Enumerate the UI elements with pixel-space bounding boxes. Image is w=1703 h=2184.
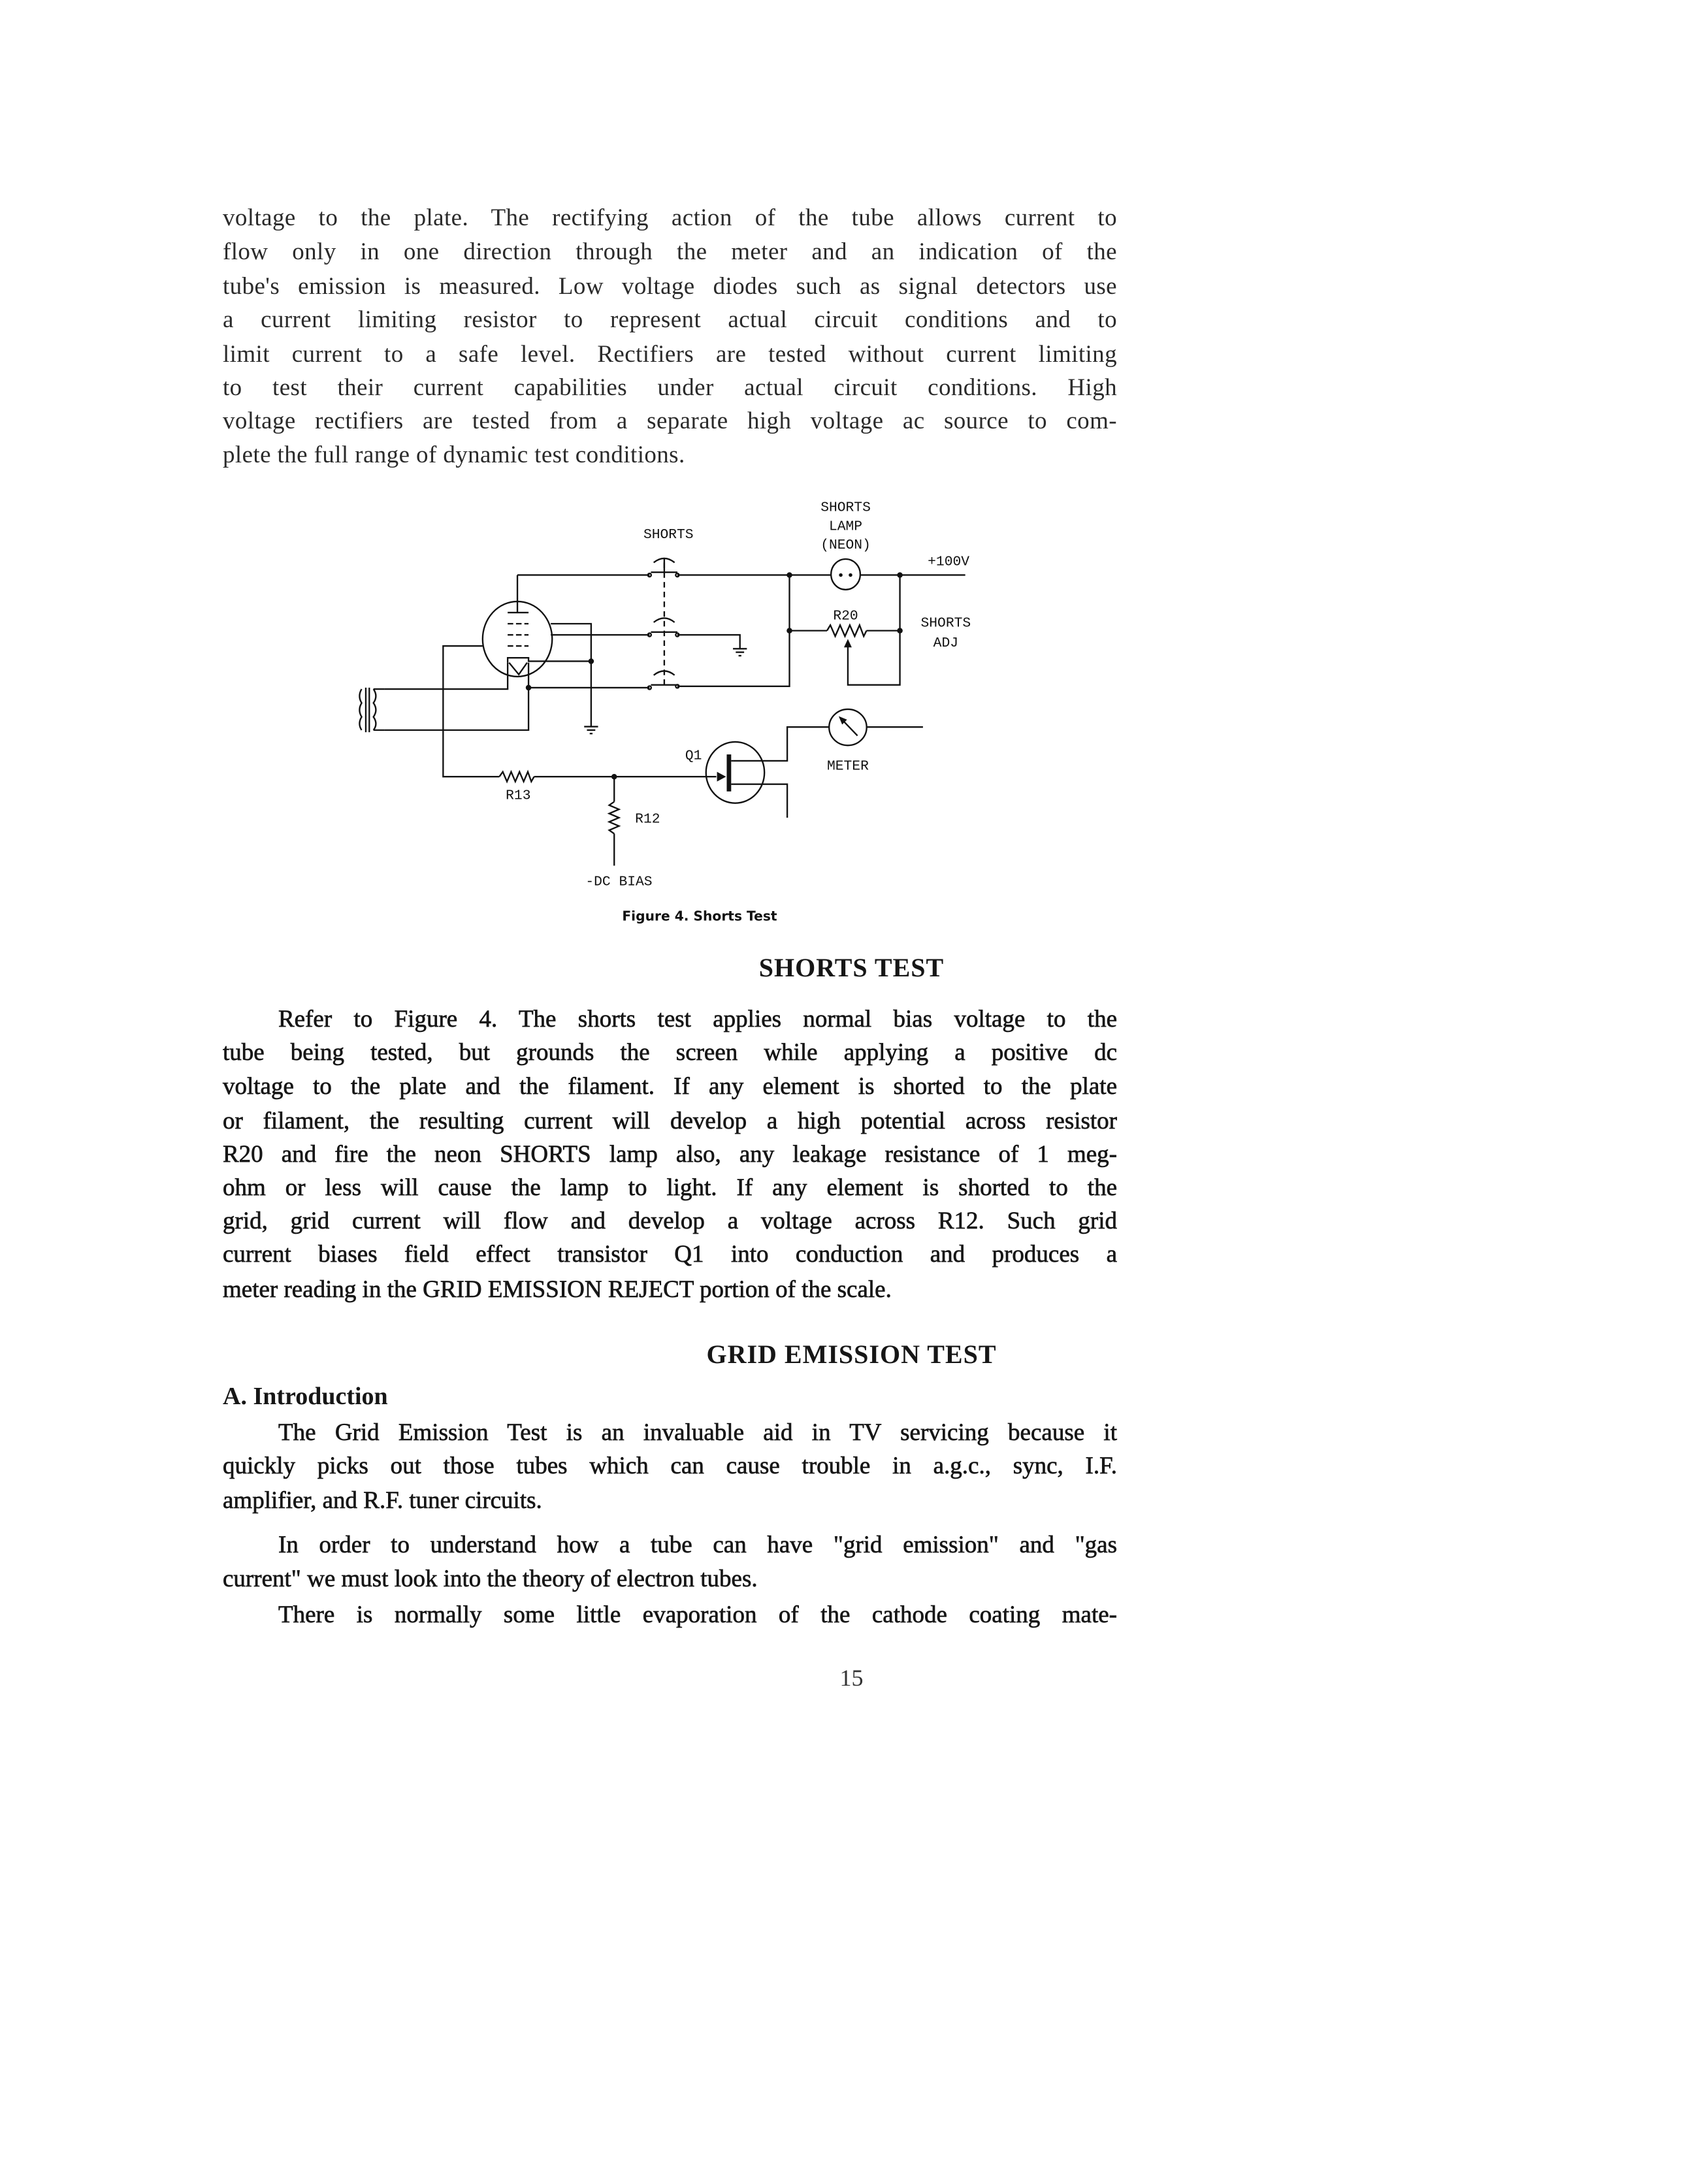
label-r12: R12 xyxy=(635,811,660,827)
paragraph-shorts-test-line: R20 and fire the neon SHORTS lamp also, any leakage resistance of 1 meg- xyxy=(223,1141,1117,1168)
fet-transistor-q1 xyxy=(706,742,764,803)
paragraph-grid-theory-line: In order to understand how a tube can have "grid emission" and "gas xyxy=(278,1532,1117,1558)
vacuum-tube xyxy=(483,575,591,676)
paragraph-grid-theory-line: current" we must look into the theory of electron tubes. xyxy=(223,1566,758,1592)
label-shorts-lamp-3: (NEON) xyxy=(820,538,871,554)
label-shorts-adj-1: SHORTS xyxy=(920,615,971,632)
paragraph-grid-intro-line: quickly picks out those tubes which can cause trouble in a.g.c., sync, I.F. xyxy=(223,1453,1117,1479)
paragraph-intro-line: voltage rectifiers are tested from a separate high voltage ac source to com- xyxy=(223,408,1117,434)
label-meter: METER xyxy=(827,758,869,775)
paragraph-intro-line: plete the full range of dynamic test conditions. xyxy=(223,442,685,468)
paragraph-grid-evaporation-line: There is normally some little evaporation of the cathode coating mate- xyxy=(278,1601,1117,1628)
page-number: 15 xyxy=(839,1665,864,1691)
neon-lamp-icon xyxy=(831,559,860,590)
label-shorts-switch: SHORTS xyxy=(643,527,694,543)
label-shorts-lamp-2: LAMP xyxy=(828,519,863,535)
paragraph-grid-intro-line: The Grid Emission Test is an invaluable aid in TV servicing because it xyxy=(278,1419,1117,1446)
label-r20: R20 xyxy=(833,608,858,624)
paragraph-intro-line: limit current to a safe level. Rectifiers are tested without current limiting xyxy=(223,341,1117,368)
resistor-r12 xyxy=(609,802,619,834)
ground-icon xyxy=(584,649,747,733)
shorts-test-schematic xyxy=(334,487,1001,933)
paragraph-intro-line: voltage to the plate. The rectifying action of the tube allows current to xyxy=(223,204,1117,231)
paragraph-intro-line: to test their current capabilities under actual circuit conditions. High xyxy=(223,374,1117,401)
resistor-r13 xyxy=(499,772,534,782)
label-shorts-adj-2: ADJ xyxy=(933,635,958,652)
label-supply-voltage: +100V xyxy=(928,554,970,570)
circuit-wires xyxy=(385,562,965,865)
paragraph-shorts-test-line: Refer to Figure 4. The shorts test applies normal bias voltage to the xyxy=(278,1006,1117,1033)
paragraph-intro-line: flow only in one direction through the meter and an indication of the xyxy=(223,238,1117,265)
paragraph-intro-line: tube's emission is measured. Low voltage diodes such as signal detectors use xyxy=(223,273,1117,300)
label-dc-bias: -DC BIAS xyxy=(585,874,653,890)
resistor-r20 xyxy=(827,625,866,636)
meter-icon xyxy=(829,709,866,745)
paragraph-shorts-test-line: meter reading in the GRID EMISSION REJECT portion of the scale. xyxy=(223,1276,892,1303)
paragraph-shorts-test-line: voltage to the plate and the filament. If any element is shorted to the plate xyxy=(223,1073,1117,1100)
subheading-introduction: A. Introduction xyxy=(223,1383,388,1410)
transformer-icon xyxy=(359,688,385,732)
junction-dots xyxy=(526,572,903,779)
paragraph-shorts-test-line: ohm or less will cause the lamp to light. If any element is shorted to the xyxy=(223,1174,1117,1201)
paragraph-shorts-test-line: grid, grid current will flow and develop a voltage across R12. Such grid xyxy=(223,1208,1117,1234)
paragraph-shorts-test-line: tube being tested, but grounds the screen while applying a positive dc xyxy=(223,1039,1117,1066)
figure-caption: Figure 4. Shorts Test xyxy=(622,908,777,924)
label-r13: R13 xyxy=(506,788,531,804)
paragraph-shorts-test-line: or filament, the resulting current will develop a high potential across resistor xyxy=(223,1108,1117,1134)
paragraph-shorts-test-line: current biases field effect transistor Q1 into conduction and produces a xyxy=(223,1241,1117,1268)
label-shorts-lamp-1: SHORTS xyxy=(820,500,871,516)
section-heading-shorts-test: SHORTS TEST xyxy=(758,953,945,982)
label-q1: Q1 xyxy=(685,748,702,764)
paragraph-grid-intro-line: amplifier, and R.F. tuner circuits. xyxy=(223,1487,542,1514)
paragraph-intro-line: a current limiting resistor to represent actual circuit conditions and to xyxy=(223,306,1117,333)
section-heading-grid-emission-test: GRID EMISSION TEST xyxy=(706,1340,997,1369)
shorts-switch xyxy=(648,558,679,690)
wiper-arrow-icon xyxy=(844,639,852,647)
